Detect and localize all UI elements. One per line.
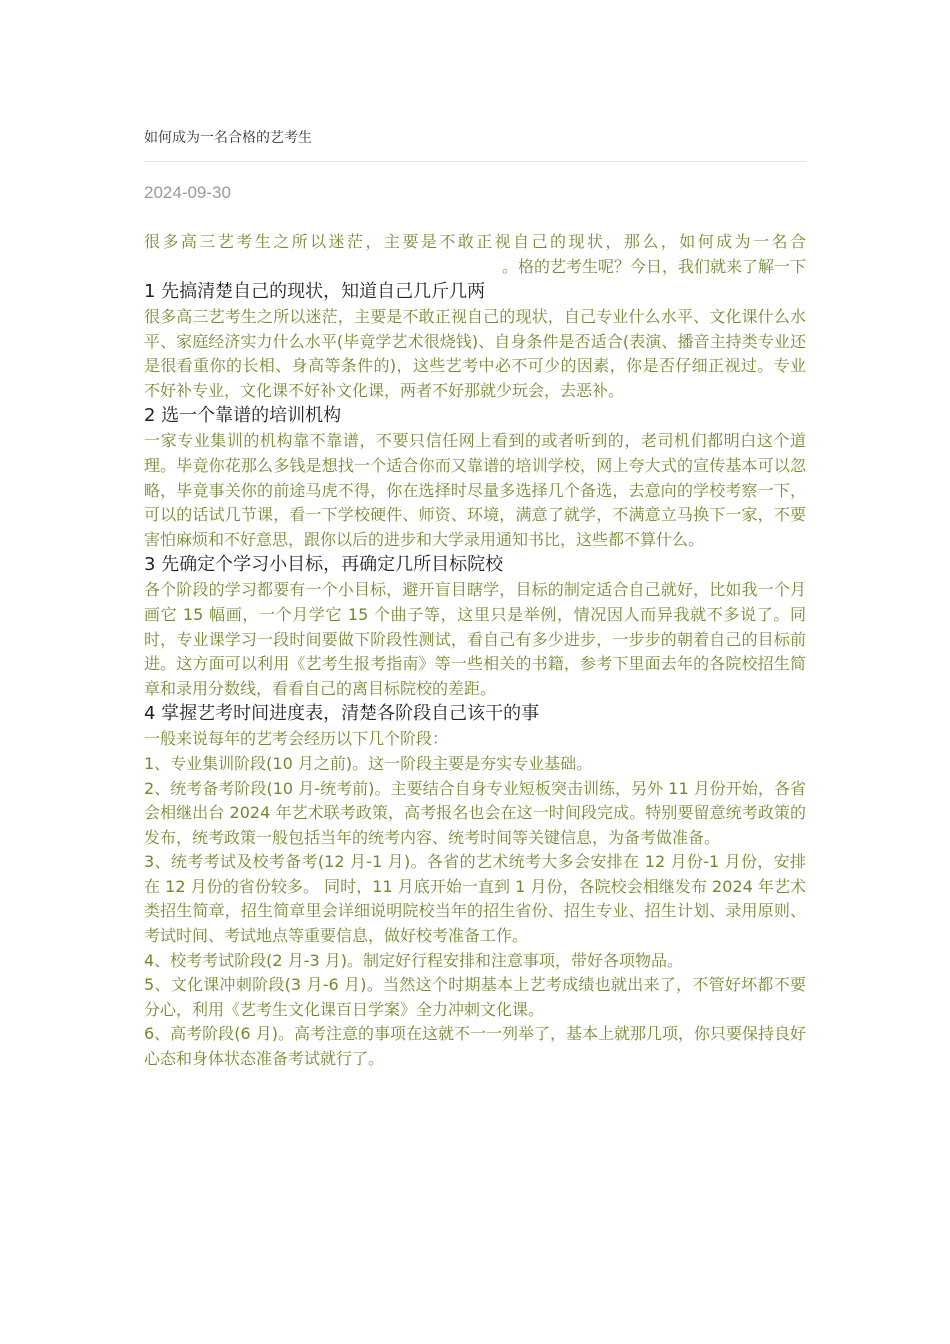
section-paragraph: 一家专业集训的机构靠不靠谱，不要只信任网上看到的或者听到的，老司机们都明白这个道理。毕竟你花那么多钱是想找一个适合你而又靠谱的培训学校，网上夸大式的宣传基本可以忽略，毕竟事关你的前途马虎不得，你在选择时尽量多选择几个备选，去意向的学校考察一下，可以的话试几节课，看一下学校硬件、师资、环境，满意了就学，不满意立马换下一家，不要害怕麻烦和不好意思，跟你以后的进步和大学录用通知书比，这些都不算什么。	[144, 431, 806, 549]
document-title: 如何成为一名合格的艺考生	[144, 130, 312, 146]
section-paragraph: 各个阶段的学习都要有一个小目标，避开盲目瞎学，目标的制定适合自己就好，比如我一个月画它 15 幅画，一个月学它 15 个曲子等，这里只是举例，情况因人而异我就不多说了。同时，专业课学习一段时间要做下阶段性测试，看自己有多少进步，一步步的朝着自己的目标前进。这方面可以利用《艺考生报考指南》等一些相关的书籍，参考下里面去年的各院校招生简章和录用分数线，看看自己的离目标院校的差距。	[144, 580, 806, 698]
section-heading: 3 先确定个学习小目标，再确定几所目标院校	[144, 554, 504, 576]
section-paragraph: 很多高三艺考生之所以迷茫，主要是不敢正视自己的现状，自己专业什么水平、文化课什么水平、家庭经济实力什么水平(毕竟学艺术很烧钱)、自身条件是否适合(表演、播音主持类专业还是很看重你的长相、身高等条件的)，这些艺考中必不可少的因素，你是否仔细正视过。专业不好补专业，文化课不好补文化课，两者不好那就少玩会，去恶补。	[144, 307, 806, 400]
intro-paragraph	[144, 230, 806, 279]
stage-item: 1、专业集训阶段(10 月之前)。这一阶段主要是夯实专业基础。	[144, 753, 593, 773]
section-heading: 1 先搞清楚自己的现状，知道自己几斤几两	[144, 281, 486, 302]
publish-date: 2024-09-30	[144, 183, 231, 202]
section-heading: 2 选一个靠谱的培训机构	[144, 405, 342, 427]
title-divider	[144, 161, 806, 162]
stage-item: 3、统考考试及校考备考(12 月-1 月)。各省的艺术统考大多会安排在 12 月份-1 月份，安排在 12 月份的省份较多。 同时，11 月底开始一直到 1 月份，各院校会相继发布 2024 年艺术类招生简章，招生简章里会详细说明院校当年的招生省份、招生专业、招生计划、录用原则、考试时间、考试地点等重要信息，做好校考准备工作。	[144, 852, 806, 946]
stage-item: 6、高考阶段(6 月)。高考注意的事项在这就不一一列举了，基本上就那几项，你只要保持良好心态和身体状态准备考试就行了。	[144, 1024, 806, 1069]
stage-item: 2、统考备考阶段(10 月-统考前)。主要结合自身专业短板突击训练，另外 11 月份开始，各省会相继出台 2024 年艺术联考政策，高考报名也会在这一时间段完成。特别要留意统考政策的发布，统考政策一般包括当年的统考内容、统考时间等关键信息，为备考做准备。	[144, 778, 806, 847]
stage-item: 5、文化课冲刺阶段(3 月-6 月)。当然这个时期基本上艺考成绩也就出来了，不管好坏都不要分心，利用《艺考生文化课百日学案》全力冲刺文化课。	[144, 975, 806, 1019]
intro-line-1: 很多高三艺考生之所以迷茫，主要是不敢正视自己的现状，那么，如何成为一名合	[144, 232, 806, 251]
section-heading: 4 掌握艺考时间进度表，清楚各阶段自己该干的事	[144, 703, 540, 725]
intro-line-2: 。格的艺考生呢？今日，我们就来了解一下	[501, 256, 806, 276]
article-body	[144, 230, 806, 1072]
stage-item: 4、校考考试阶段(2 月-3 月)。制定好行程安排和注意事项，带好各项物品。	[144, 950, 683, 970]
section-paragraph: 一般来说每年的艺考会经历以下几个阶段：	[144, 729, 449, 749]
